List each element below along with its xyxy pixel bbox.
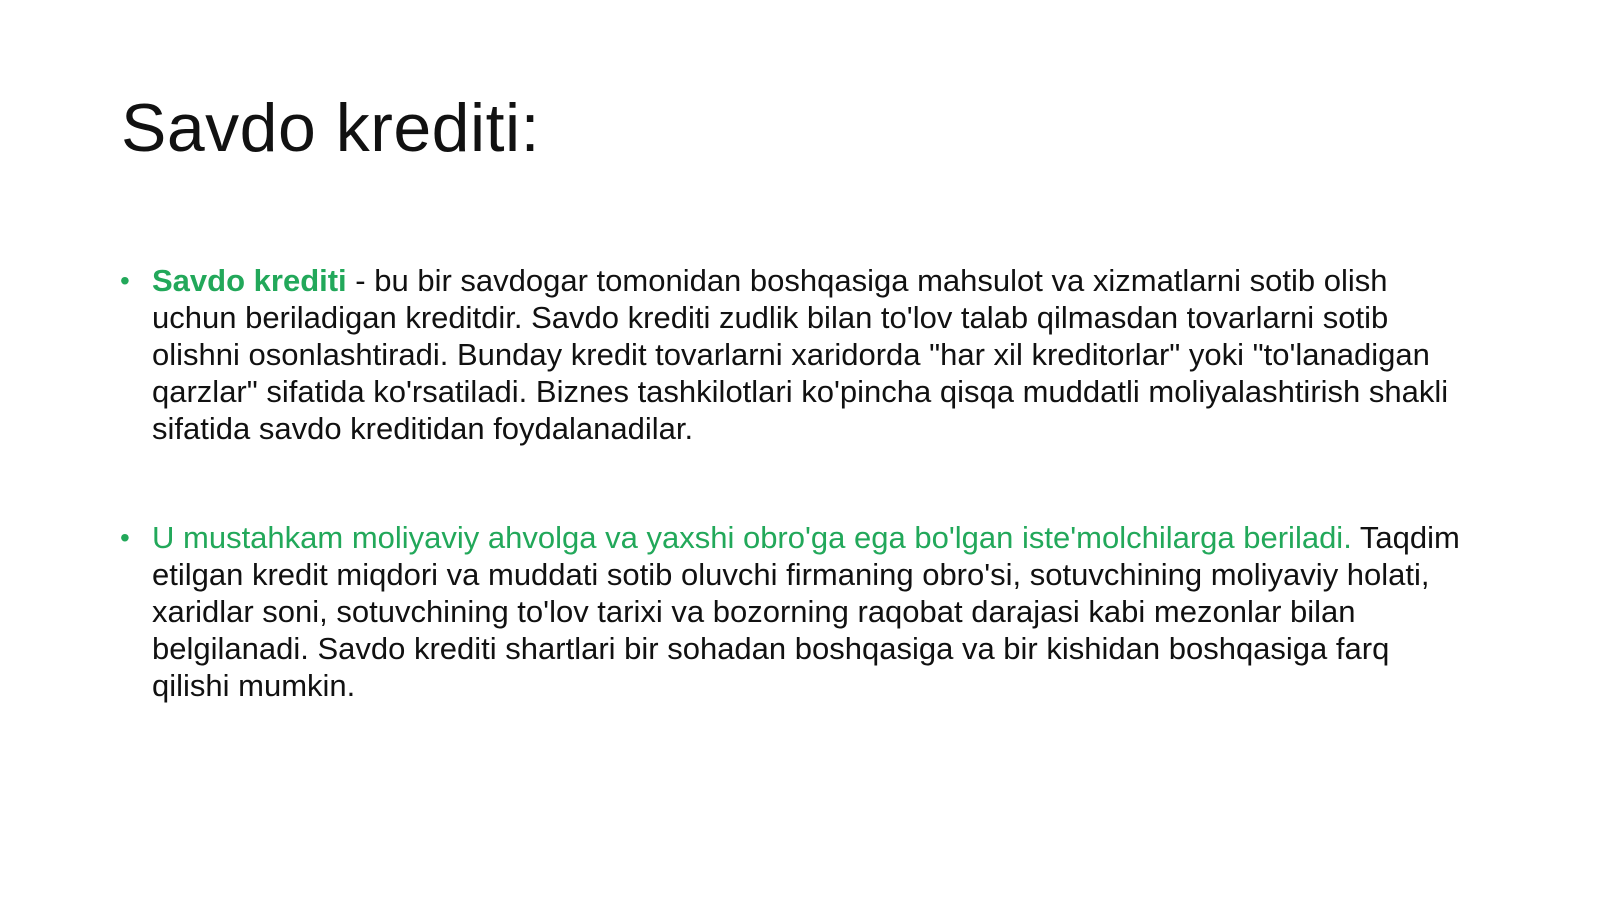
bullet-list — [120, 262, 1460, 704]
bullet-1-highlight: Savdo krediti — [152, 263, 347, 298]
bullet-2-highlight: U mustahkam moliyaviy ahvolga va yaxshi obro'ga ega bo'lgan iste'molchilarga beriladi. — [152, 520, 1352, 555]
bullet-item-1 — [120, 262, 1460, 447]
bullet-2-text: Taqdim etilgan kredit miqdori va muddati sotib oluvchi firmaning obro'si, sotuvchining moliyaviy holati, xaridlar soni, sotuvchining to'lov tarixi va bozorning raqobat darajasi kabi mezonlar bilan belgilanadi. Savdo krediti shartlari bir sohadan boshqasiga va bir kishidan boshqasiga farq qilishi mumkin. — [152, 520, 1460, 703]
slide-title: Savdo krediti: — [121, 90, 540, 166]
bullet-item-2 — [120, 519, 1460, 704]
bullet-1-text: - bu bir savdogar tomonidan boshqasiga mahsulot va xizmatlarni sotib olish uchun beriladigan kreditdir. Savdo krediti zudlik bilan to'lov talab qilmasdan tovarlarni sotib olishni osonlashtiradi. Bunday kredit tovarlarni xaridorda "har xil kreditorlar" yoki "to'lanadigan qarzlar" sifatida ko'rsatiladi. Biznes tashkilotlari ko'pincha qisqa muddatli moliyalashtirish shakli sifatida savdo kreditidan foydalanadilar. — [152, 263, 1449, 446]
bullet-dot-icon: • — [120, 522, 130, 553]
bullet-dot-icon: • — [120, 265, 130, 296]
